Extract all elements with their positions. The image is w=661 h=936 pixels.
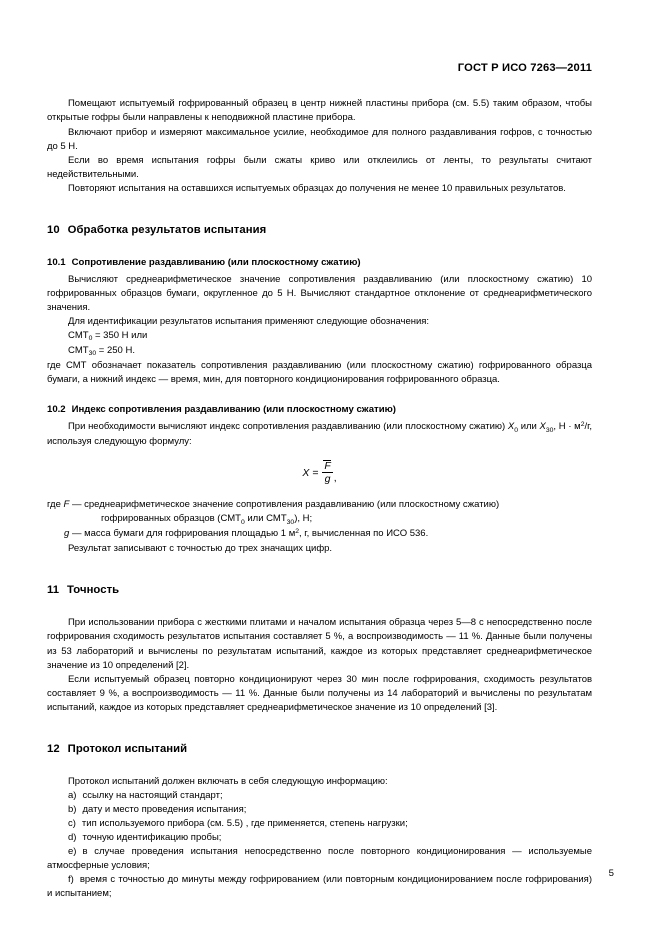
list-marker: f) <box>68 874 74 886</box>
list-marker: d) <box>68 831 77 843</box>
paragraph: Если испытуемый образец повторно кондиционируют через 30 мин после гофрирования, сходимость результатов составляет 9 %, а воспроизводимость — 11 %. Данные были получены из 14 лабораторий и вычислены по результатам испытаний, каждое из которых представляет среднеарифметическое значение из 10 определений [3]. <box>47 673 592 713</box>
spacer <box>47 237 592 256</box>
symbol-x30-subscript: 30 <box>545 426 554 434</box>
subsection-title: Индекс сопротивления раздавливанию (или плоскостному сжатию) <box>71 404 396 416</box>
symbol-x0-subscript: 0 <box>514 426 518 434</box>
list-marker: b) <box>68 803 77 815</box>
list-item <box>47 789 592 803</box>
page-content <box>47 0 592 901</box>
paragraph: Для идентификации результатов испытания применяют следующие обозначения: <box>68 315 429 327</box>
fraction <box>322 461 332 485</box>
list-item-text: в случае проведения испытания непосредственно после повторного кондиционирования — используемые атмосферные условия; <box>47 845 592 872</box>
list-item <box>47 831 592 845</box>
formula-block-x <box>47 459 592 489</box>
symbol-x0: X <box>507 421 515 433</box>
symbol-f: F <box>63 499 70 511</box>
subsection-heading-10-2 <box>47 403 592 416</box>
paragraph: где СМТ обозначает показатель сопротивления раздавливанию (или плоскостному сжатию) гофрированного образца бумаги, а нижний индекс — время, мин, для повторного кондиционирования гофрированного образца. <box>47 360 592 386</box>
list-item-text: дату и место проведения испытания; <box>82 803 247 815</box>
fraction-denominator: g <box>324 472 331 485</box>
section-heading-10 <box>47 223 592 237</box>
paragraph: Включают прибор и измеряют максимальное усилие, необходимое для полного раздавливания гофров, с точностью до 5 Н. <box>47 126 592 152</box>
formula-cmt30 <box>47 344 592 359</box>
formula-subscript: 0 <box>88 335 93 343</box>
text-fragment: или <box>518 421 540 433</box>
formula-expression <box>302 461 336 485</box>
subscript-30: 30 <box>286 518 295 526</box>
list-item-text: время с точностью до минуты между гофрированием (или повторным кондиционированием после гофрирования) и испытанием; <box>47 874 592 900</box>
section-title: Точность <box>67 584 120 597</box>
text-fragment: — масса бумаги для гофрирования площадью 1 м <box>71 528 296 540</box>
list-item <box>47 817 592 831</box>
formula-symbol: CMT <box>68 329 89 341</box>
where-line-f-cont <box>47 512 592 527</box>
symbol-g: g <box>64 528 70 540</box>
text-fragment: , г, вычисленная по ИСО 536. <box>299 528 429 540</box>
section-number: 11 <box>47 584 60 597</box>
fraction-numerator <box>322 461 332 473</box>
paragraph: Если во время испытания гофры были сжаты криво или отклеились от ленты, то результаты считают недействительными. <box>47 154 592 180</box>
spacer <box>47 196 592 223</box>
section-heading-11 <box>47 583 592 597</box>
where-label: где <box>47 499 61 511</box>
spacer <box>47 387 592 403</box>
text-fragment: При необходимости вычисляют индекс сопротивления раздавливанию (или плоскостному сжатию) <box>68 421 508 433</box>
text-fragment: , Н · м <box>553 421 581 433</box>
section-number: 12 <box>47 742 60 755</box>
section-number: 10 <box>47 223 60 236</box>
paragraph: Повторяют испытания на оставшихся испытуемых образцах до получения не менее 10 правильных результатов. <box>68 182 566 194</box>
paragraph: Вычисляют среднеарифметическое значение сопротивления раздавливанию (или плоскостному сжатию) 10 гофрированных образцов бумаги, округленное до 5 Н. Вычисляют стандартное отклонение от среднеарифметического значения. <box>47 273 592 313</box>
where-line-g <box>47 527 592 542</box>
list-marker: e) <box>68 845 77 857</box>
paragraph: При использовании прибора с жесткими плитами и началом испытания образца через 5—8 с непосредственно после гофрирования сходимость результатов испытания составляет 5 %, а воспроизводимость — 11 %. Данные были получены из 53 лабораторий и вычислены по результатам испытаний, каждое из которых представляет среднеарифметическое значение из 10 определений [2]. <box>47 617 592 671</box>
document-header: ГОСТ Р ИСО 7263—2011 <box>457 62 592 74</box>
spacer <box>47 756 592 775</box>
text-fragment: /г, используя следующую формулу: <box>47 421 592 448</box>
spacer <box>47 556 592 583</box>
mean-overbar: F <box>324 459 331 472</box>
subsection-number: 10.2 <box>47 404 66 416</box>
formula-value: = 250 Н. <box>98 345 135 356</box>
list-item-text: ссылку на настоящий стандарт; <box>82 789 223 801</box>
text-fragment: гофрированных образцов (СМТ <box>101 513 241 525</box>
list-item <box>47 873 592 901</box>
formula-subscript: 30 <box>88 350 97 358</box>
list-item <box>47 803 592 817</box>
superscript-2: 2 <box>580 420 585 428</box>
where-description: — среднеарифметическое значение сопротивления раздавливанию (или плоскостному сжатию) <box>71 499 500 511</box>
where-line-f <box>47 498 592 512</box>
page-number: 5 <box>608 868 614 879</box>
paragraph: Результат записывают с точностью до трех значащих цифр. <box>68 543 333 555</box>
section-heading-12 <box>47 742 592 756</box>
subsection-number: 10.1 <box>47 256 66 268</box>
paragraph-10-2-intro <box>47 420 592 449</box>
formula-lhs: X <box>302 467 310 480</box>
text-fragment: или СМТ <box>244 513 287 525</box>
formula-trailing-comma: , <box>333 472 337 485</box>
intro-block <box>47 97 592 195</box>
formula-cmt0 <box>47 329 592 344</box>
list-marker: c) <box>68 817 76 829</box>
list-item-text: точную идентификацию пробы; <box>82 831 222 843</box>
list-item-text: тип используемого прибора (см. 5.5) , где применяется, степень нагрузки; <box>81 817 408 829</box>
section-title: Обработка результатов испытания <box>67 223 267 236</box>
formula-value: = 350 Н или <box>95 329 148 341</box>
list-item <box>47 845 592 873</box>
spacer <box>47 715 592 742</box>
superscript-2: 2 <box>295 527 300 535</box>
formula-equals: = <box>312 467 319 480</box>
list-marker: a) <box>68 789 77 801</box>
subsection-heading-10-1 <box>47 256 592 269</box>
formula-symbol: CMT <box>68 345 89 356</box>
section-title: Протокол испытаний <box>67 742 188 755</box>
report-requirements-list <box>47 789 592 901</box>
subsection-title: Сопротивление раздавливанию (или плоскостному сжатию) <box>71 256 361 268</box>
paragraph: Помещают испытуемый гофрированный образец в центр нижней пластины прибора (см. 5.5) таким образом, чтобы открытые гофры были направлены к неподвижной пластине прибора. <box>47 98 592 124</box>
paragraph: Протокол испытаний должен включать в себя следующую информацию: <box>68 775 388 787</box>
spacer <box>47 597 592 616</box>
text-fragment: ), Н; <box>294 513 313 525</box>
subscript-0: 0 <box>240 518 245 526</box>
where-block <box>47 498 592 542</box>
symbol-x30: X <box>539 421 546 433</box>
